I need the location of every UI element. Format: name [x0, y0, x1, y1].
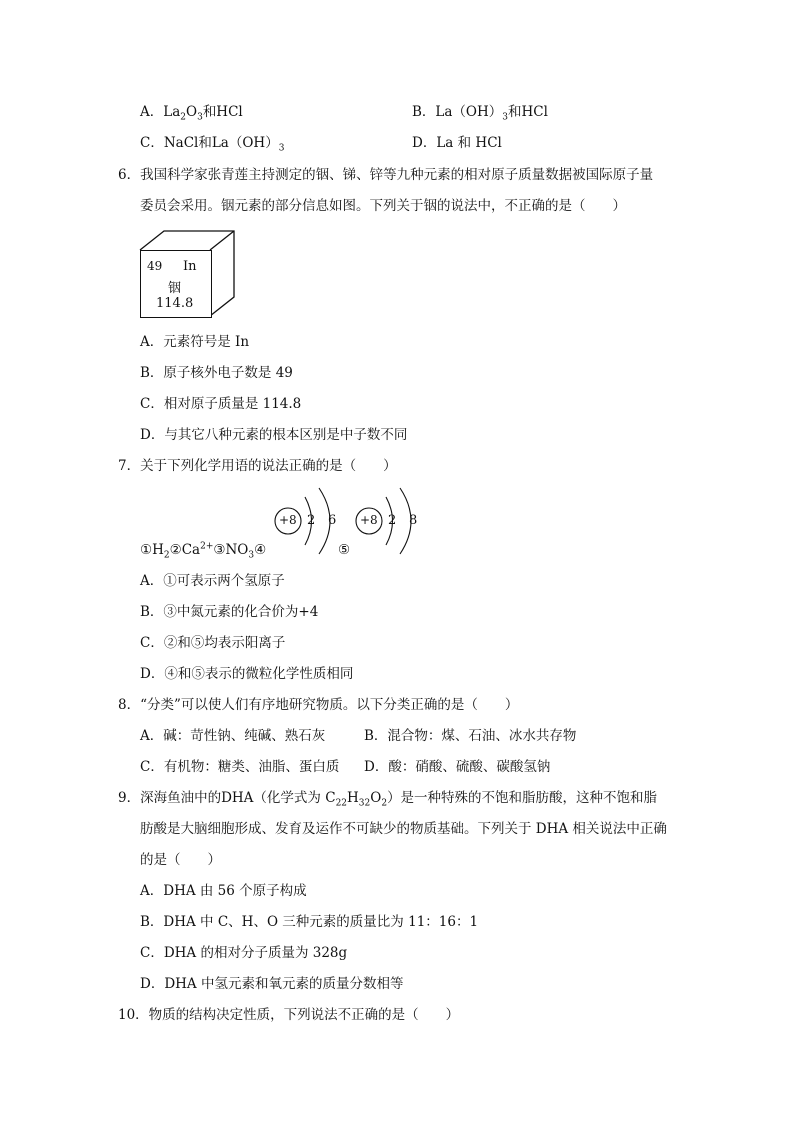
- q8-stem: 8．“分类”可以使人们有序地研究物质。以下分类正确的是（ ）: [118, 697, 519, 713]
- q9-stem-line2: 肪酸是大脑细胞形成、发育及运作不可缺少的物质基础。下列关于 DHA 相关说法中正确: [140, 821, 667, 837]
- q5-a-post: 和HCl: [202, 104, 243, 120]
- q5-a-sub2: 3: [197, 112, 203, 123]
- q9-option-a: A．DHA 由 56 个原子构成: [140, 883, 307, 899]
- element-name: 铟: [168, 281, 182, 296]
- atomic-mass: 114.8: [156, 296, 194, 311]
- q6-option-a: A．元素符号是 In: [140, 334, 250, 350]
- q5-b-post: 和HCl: [508, 104, 548, 120]
- item4: ④: [254, 542, 267, 558]
- atom4-shell1: 2: [307, 513, 316, 528]
- q8-option-b: B．混合物：煤、石油、冰水共存物: [364, 728, 577, 744]
- q7-option-a: A．①可表示两个氢原子: [140, 573, 285, 589]
- atom5-nucleus: +8: [360, 513, 378, 527]
- element-symbol: In: [183, 259, 197, 274]
- q9-text-o: O: [370, 790, 382, 806]
- item2-sup: 2+: [200, 541, 214, 552]
- q7-option-b: B．③中氮元素的化合价为+4: [140, 604, 319, 620]
- q5-b-sub: 3: [502, 112, 509, 123]
- q9-text-h: H: [347, 790, 359, 806]
- item3-sub: 3: [248, 550, 255, 561]
- q7-option-c: C．②和⑤均表示阳离子: [140, 635, 286, 651]
- q10-stem: 10．物质的结构决定性质，下列说法不正确的是（ ）: [118, 1007, 460, 1023]
- item1-sub: 2: [163, 550, 170, 561]
- q7-option-d: D．④和⑤表示的微粒化学性质相同: [140, 666, 354, 682]
- q5-a-mid: O: [186, 104, 198, 120]
- q9-sub-o: 2: [381, 798, 388, 809]
- q6-stem-line2: 委员会采用。铟元素的部分信息如图。下列关于铟的说法中，不正确的是（ ）: [140, 198, 626, 214]
- atom5-shell2: 8: [409, 513, 418, 528]
- q9-option-b: B．DHA 中 C、H、O 三种元素的质量比为 11：16：1: [140, 914, 479, 930]
- atomic-number: 49: [147, 259, 163, 273]
- q8-option-a: A．碱：苛性钠、纯碱、熟石灰: [140, 728, 326, 744]
- q9-sub-h: 32: [358, 798, 371, 809]
- q8-option-c: C．有机物：糖类、油脂、蛋白质: [140, 759, 340, 775]
- q9-sub-c: 22: [335, 798, 348, 809]
- q6-option-c: C．相对原子质量是 114.8: [140, 396, 302, 412]
- atom4-nucleus: +8: [279, 513, 297, 527]
- q5-c-sub: 3: [278, 143, 285, 154]
- q9-text-rest: ）是一种特殊的不饱和脂肪酸，这种不饱和脂: [387, 790, 658, 806]
- q8-option-d: D．酸：硝酸、硫酸、碳酸氢钠: [364, 759, 551, 775]
- q5-a-sub1: 2: [180, 112, 186, 123]
- q6-option-d: D．与其它八种元素的根本区别是中子数不同: [140, 427, 408, 443]
- q6-option-b: B．原子核外电子数是 49: [140, 365, 293, 381]
- q9-stem-line3: 的是（ ）: [140, 852, 221, 868]
- q9-stem-line1: [118, 789, 657, 807]
- item3: ③NO: [213, 542, 249, 558]
- atom5-shell1: 2: [388, 513, 397, 528]
- q7-items-line: [140, 541, 266, 559]
- q9-text-a: 9．深海鱼油中的DHA（化学式为 C: [118, 790, 336, 806]
- q9-option-d: D．DHA 中氢元素和氧元素的质量分数相等: [140, 976, 404, 992]
- item5: ⑤: [338, 542, 351, 558]
- q5-a-text: A．La: [140, 104, 181, 120]
- q5-c-text: C．NaCl和La（OH）: [140, 135, 279, 151]
- q5-option-d: D．La 和 HCl: [412, 135, 502, 151]
- atom4-shell2: 6: [328, 513, 337, 528]
- q5-b-text: B．La（OH）: [412, 104, 503, 120]
- item1: ①H: [140, 542, 164, 558]
- q9-option-c: C．DHA 的相对分子质量为 328g: [140, 945, 348, 961]
- item2: ②Ca: [169, 542, 201, 558]
- q6-stem-line1: 6．我国科学家张青莲主持测定的铟、锑、锌等九种元素的相对原子质量数据被国际原子量: [118, 167, 654, 183]
- q7-stem: 7．关于下列化学用语的说法正确的是（ ）: [118, 458, 397, 474]
